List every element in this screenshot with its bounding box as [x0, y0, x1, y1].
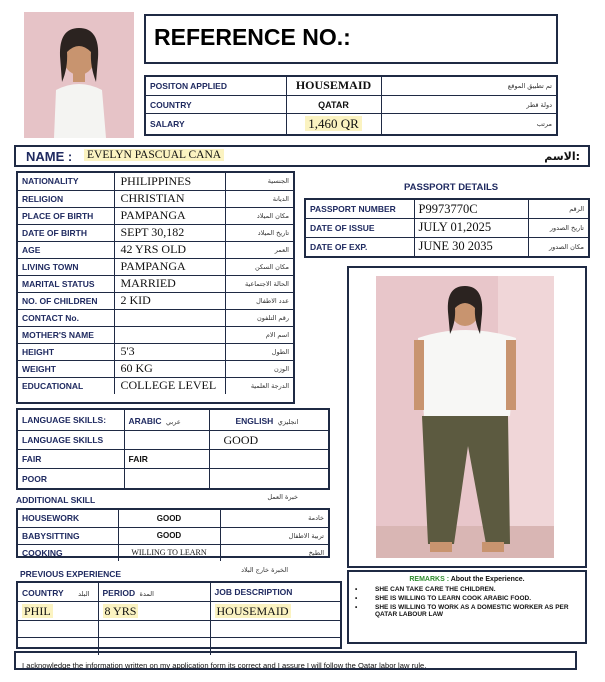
exp-empty-cell	[98, 621, 210, 638]
passport-title: PASSPORT DETAILS	[404, 182, 499, 193]
passport-number-value: P9973770C	[414, 200, 528, 219]
table-row	[18, 544, 328, 561]
cooking-arabic: الطبخ	[220, 544, 328, 561]
acknowledgement-text: I acknowledge the information written on my application form its correct and I assure I will follow the Qatar labor law rule.	[22, 661, 427, 670]
passport-number-arabic: الرقم	[528, 200, 588, 219]
poor-arabic-value	[124, 469, 209, 488]
exp-job-value: HOUSEMAID	[216, 604, 289, 618]
personal-row	[18, 241, 293, 258]
country-header-cell	[18, 583, 98, 602]
salary-label: SALARY	[146, 114, 286, 134]
remarks-item-text: SHE IS WILLING TO WORK AS A DOMESTIC WORKER AS PER QATAR LABOUR LAW	[375, 604, 569, 618]
personal-value	[114, 326, 225, 343]
cooking-label: COOKING	[18, 544, 118, 561]
babysitting-arabic: تربية الاطفال	[220, 527, 328, 544]
personal-value: PAMPANGA	[114, 207, 225, 224]
personal-label: MOTHER'S NAME	[18, 326, 114, 343]
exp-country-cell	[18, 602, 98, 621]
personal-value: PAMPANGA	[114, 258, 225, 275]
fair-row-label: FAIR	[18, 450, 124, 469]
name-bar	[14, 145, 590, 167]
remarks-header	[355, 576, 579, 583]
table-row	[18, 510, 328, 527]
exp-empty-cell	[18, 621, 98, 638]
personal-value: 60 KG	[114, 360, 225, 377]
personal-arabic: الديانة	[225, 190, 293, 207]
exp-country-label: COUNTRY	[22, 588, 64, 598]
personal-row	[18, 326, 293, 343]
english-header-ar: انجليزي	[277, 418, 299, 427]
housework-value: GOOD	[118, 510, 220, 527]
personal-label: NO. OF CHILDREN	[18, 292, 114, 309]
personal-label: WEIGHT	[18, 360, 114, 377]
personal-value: MARRIED	[114, 275, 225, 292]
personal-label: NATIONALITY	[18, 173, 114, 190]
personal-arabic: مكان السكن	[225, 258, 293, 275]
personal-arabic: مكان الميلاد	[225, 207, 293, 224]
passport-table	[304, 198, 590, 258]
language-skills-table	[16, 408, 330, 490]
portrait-illustration	[24, 12, 134, 138]
personal-label: LIVING TOWN	[18, 258, 114, 275]
position-arabic: تم تطبيق الموقع	[381, 77, 556, 95]
salary-value: 1,460 QR	[305, 116, 362, 131]
personal-value: CHRISTIAN	[114, 190, 225, 207]
date-of-issue-label: DATE OF ISSUE	[306, 219, 414, 238]
table-row	[18, 602, 340, 621]
personal-arabic: تاريخ الميلاد	[225, 224, 293, 241]
personal-value: 5'3	[114, 343, 225, 360]
date-of-issue-value: JULY 01,2025	[414, 219, 528, 238]
exp-period-ar: المدة	[139, 590, 154, 598]
personal-label: DATE OF BIRTH	[18, 224, 114, 241]
language-row-label: LANGUAGE SKILLS	[18, 431, 124, 450]
applicant-portrait-photo	[24, 12, 134, 138]
bullet-icon: •	[355, 586, 358, 593]
table-row	[18, 431, 328, 450]
personal-arabic: اسم الام	[225, 326, 293, 343]
housework-label: HOUSEWORK	[18, 510, 118, 527]
country-arabic: دولة قطر	[381, 95, 556, 113]
personal-label: PLACE OF BIRTH	[18, 207, 114, 224]
exp-country-value: PHIL	[24, 604, 51, 618]
date-of-issue-arabic: تاريخ الصدور	[528, 219, 588, 238]
personal-label: EDUCATIONAL	[18, 377, 114, 394]
full-body-illustration	[376, 276, 554, 558]
table-row	[18, 410, 328, 431]
table-row	[146, 77, 556, 95]
personal-row	[18, 275, 293, 292]
exp-period-value: 8 YRS	[104, 604, 137, 618]
personal-arabic: رقم التلفون	[225, 309, 293, 326]
acknowledgement-footer	[14, 651, 577, 670]
exp-period-label: PERIOD	[102, 588, 136, 598]
date-of-exp-label: DATE OF EXP.	[306, 237, 414, 256]
personal-value: SEPT 30,182	[114, 224, 225, 241]
date-of-exp-value: JUNE 30 2035	[414, 237, 528, 256]
exp-empty-cell	[210, 621, 340, 638]
additional-skill-title: ADDITIONAL SKILL	[16, 495, 96, 505]
table-row	[306, 200, 588, 219]
personal-label: CONTACT No.	[18, 309, 114, 326]
remarks-subtitle: About the Experience.	[450, 576, 525, 583]
exp-job-label: JOB DESCRIPTION	[210, 583, 340, 602]
fair-english-value	[209, 450, 328, 469]
name-arabic: الاسم:	[544, 150, 580, 163]
arabic-header-ar: عربي	[166, 418, 181, 427]
personal-row	[18, 292, 293, 309]
table-row	[18, 621, 340, 638]
exp-job-cell	[210, 602, 340, 621]
arabic-header-cell	[124, 410, 209, 431]
personal-row	[18, 377, 293, 394]
table-row	[306, 237, 588, 256]
personal-value: 2 KID	[114, 292, 225, 309]
personal-value: PHILIPPINES	[114, 173, 225, 190]
english-header-cell	[209, 410, 328, 431]
babysitting-value: GOOD	[118, 527, 220, 544]
housework-arabic: خادمة	[220, 510, 328, 527]
previous-experience-title: PREVIOUS EXPERIENCE	[20, 569, 122, 579]
previous-experience-table	[16, 581, 342, 649]
period-header-cell	[98, 583, 210, 602]
poor-row-label: POOR	[18, 469, 124, 488]
bullet-icon: •	[355, 604, 358, 611]
personal-arabic: الجنسية	[225, 173, 293, 190]
personal-label: RELIGION	[18, 190, 114, 207]
language-arabic-value	[124, 431, 209, 450]
personal-row	[18, 360, 293, 377]
personal-arabic: العمر	[225, 241, 293, 258]
personal-row	[18, 190, 293, 207]
personal-label: MARITAL STATUS	[18, 275, 114, 292]
table-row	[18, 469, 328, 488]
table-row	[306, 219, 588, 238]
english-header-label: ENGLISH	[235, 416, 274, 427]
personal-arabic: الطول	[225, 343, 293, 360]
babysitting-label: BABYSITTING	[18, 527, 118, 544]
position-label: POSITON APPLIED	[146, 77, 286, 95]
date-of-exp-arabic: مكان الصدور	[528, 237, 588, 256]
full-body-photo	[376, 276, 554, 558]
name-label: NAME :	[26, 149, 73, 164]
reference-number-box	[144, 14, 558, 64]
remarks-item-text: SHE CAN TAKE CARE THE CHILDREN.	[375, 586, 496, 593]
bullet-icon: •	[355, 595, 358, 602]
full-body-photo-frame	[347, 266, 587, 568]
table-row	[18, 450, 328, 469]
salary-arabic: مرتب	[381, 114, 556, 134]
country-label: COUNTRY	[146, 95, 286, 113]
personal-label: HEIGHT	[18, 343, 114, 360]
previous-experience-title-ar: الخبرة خارج البلاد	[241, 566, 288, 574]
arabic-header-label: ARABIC	[128, 416, 162, 427]
personal-value: COLLEGE LEVEL	[114, 377, 225, 394]
personal-row	[18, 173, 293, 190]
personal-details-table	[16, 171, 295, 404]
fair-arabic-value: FAIR	[124, 450, 209, 469]
language-english-value: GOOD	[209, 431, 328, 450]
personal-row	[18, 309, 293, 326]
personal-arabic: الحالة الاجتماعية	[225, 275, 293, 292]
salary-cell	[286, 114, 381, 134]
name-value: EVELYN PASCUAL CANA	[84, 149, 224, 161]
country-value: QATAR	[286, 95, 381, 113]
remarks-item	[355, 595, 579, 602]
personal-row	[18, 258, 293, 275]
personal-row	[18, 224, 293, 241]
remarks-item-text: SHE IS WILLING TO LEARN COOK ARABIC FOOD.	[375, 595, 531, 602]
personal-label: AGE	[18, 241, 114, 258]
remarks-item	[355, 604, 579, 618]
personal-arabic: عدد الاطفال	[225, 292, 293, 309]
remarks-box	[347, 570, 587, 644]
passport-number-label: PASSPORT NUMBER	[306, 200, 414, 219]
position-table	[144, 75, 558, 136]
position-value: HOUSEMAID	[286, 77, 381, 95]
exp-country-ar: البلد	[78, 590, 90, 598]
additional-skill-title-ar: خبرة العمل	[267, 493, 298, 501]
remarks-title: REMARKS :	[409, 576, 450, 583]
personal-arabic: الوزن	[225, 360, 293, 377]
cooking-value: WILLING TO LEARN	[118, 544, 220, 561]
table-row	[146, 114, 556, 134]
language-header-label: LANGUAGE SKILLS:	[18, 410, 124, 431]
table-row	[146, 95, 556, 113]
personal-row	[18, 207, 293, 224]
personal-row	[18, 343, 293, 360]
personal-value: 42 YRS OLD	[114, 241, 225, 258]
table-row	[18, 583, 340, 602]
poor-english-value	[209, 469, 328, 488]
remarks-item	[355, 586, 579, 593]
table-row	[18, 527, 328, 544]
personal-arabic: الدرجة العلمية	[225, 377, 293, 394]
personal-value	[114, 309, 225, 326]
exp-period-cell	[98, 602, 210, 621]
reference-label: REFERENCE NO.:	[154, 24, 351, 50]
additional-skill-table	[16, 508, 330, 558]
